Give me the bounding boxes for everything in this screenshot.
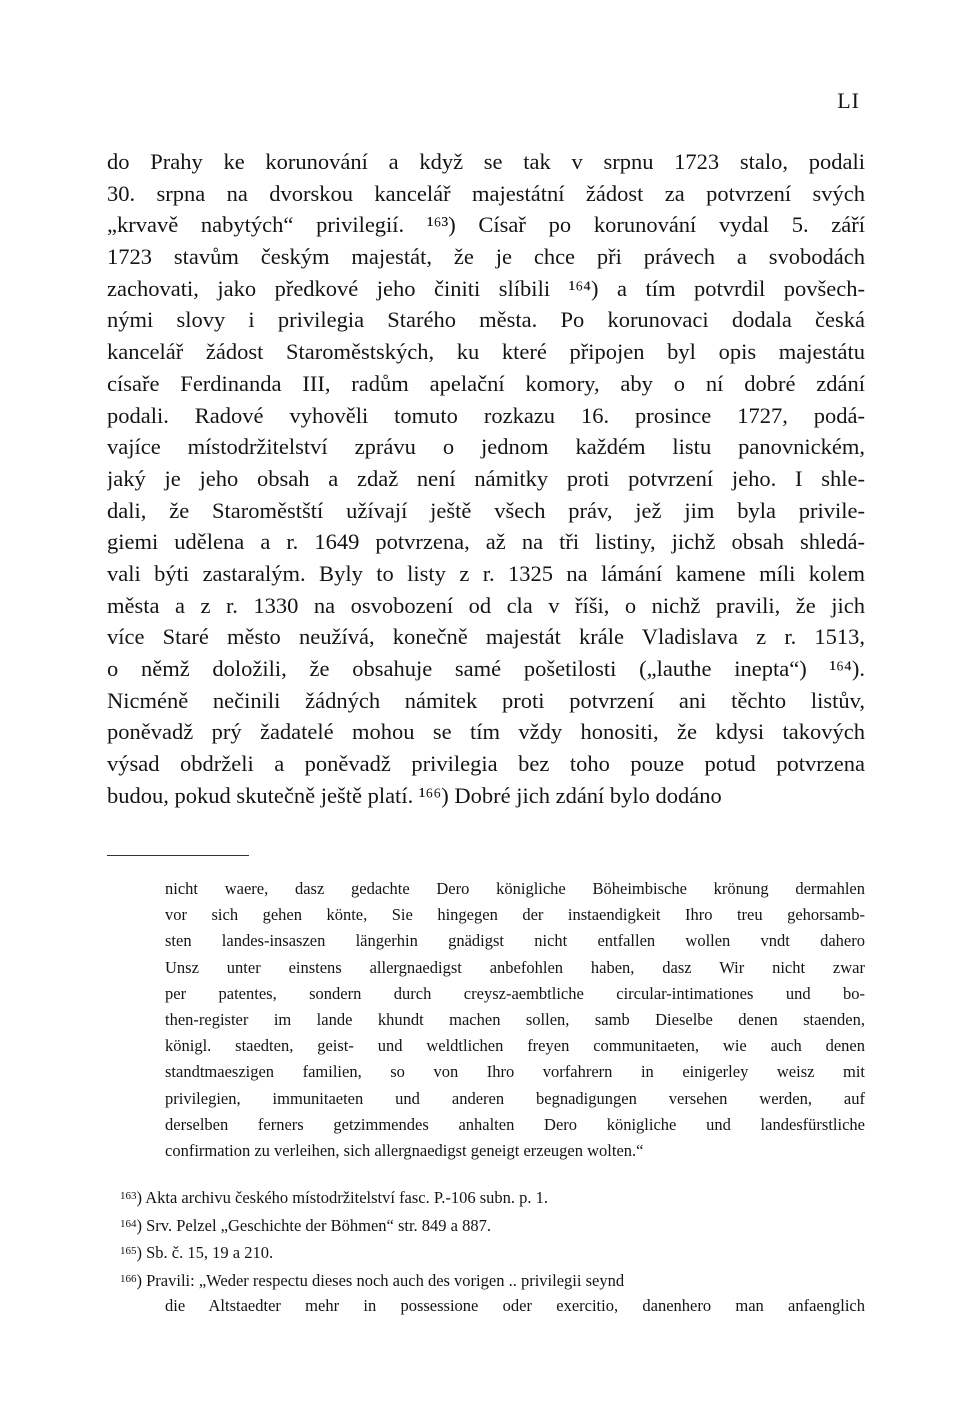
footnote-164: $^{164}$) Srv. Pelzel „Geschichte der Böhmen“ str. 849 a 887. bbox=[120, 1215, 492, 1235]
footnote-line: vor sich gehen könte, Sie hingegen der instaendigkeit Ihro treu gehorsamb- bbox=[165, 905, 865, 925]
text-line: zachovati, jako předkové jeho činiti slíbili ¹⁶⁴) a tím potvrdil povšech- bbox=[107, 275, 865, 301]
text-line: podali. Radové vyhověli tomuto rozkazu 16. prosince 1727, podá- bbox=[107, 402, 865, 428]
footnote-number: 165 bbox=[120, 1245, 137, 1257]
footnote-165: $^{165}$) Sb. č. 15, 19 a 210. bbox=[120, 1243, 274, 1262]
text-line: „krvavě nabytých“ privilegií. ¹⁶³) Císař po korunování vydal 5. září bbox=[107, 212, 865, 238]
footnote-text: Sb. č. 15, 19 a 210. bbox=[146, 1243, 274, 1262]
text-line: jaký je jeho obsah a zdaž není námitky proti potvrzení jeho. I shle- bbox=[107, 465, 865, 491]
footnote-166-continuation: die Altstaedter mehr in possessione oder exercitio, danenhero man anfaenglich bbox=[165, 1296, 865, 1315]
footnote-line: privilegien, immunitaeten und anderen begnadigungen versehen werden, auf bbox=[165, 1088, 865, 1108]
text-line: vali býti zastaralým. Byly to listy z r. 1325 na lámání kamene míli kolem bbox=[107, 560, 865, 586]
main-text bbox=[107, 146, 865, 811]
footnote-divider bbox=[107, 855, 249, 856]
text-line: více Staré město neužívá, konečně majestát krále Vladislava z r. 1513, bbox=[107, 624, 865, 650]
footnote-line: then-register im lande khundt machen sollen, samb Dieselbe denen staenden, bbox=[165, 1009, 865, 1029]
text-line: Nicméně nečinili žádných námitek proti potvrzení ani těchto listův, bbox=[107, 687, 865, 713]
footnote-166: $^{166}$) Pravili: „Weder respectu dieses noch auch des vorigen .. privilegii seynd bbox=[120, 1270, 625, 1290]
page-number: LI bbox=[837, 88, 860, 113]
footnote-text: Srv. Pelzel „Geschichte der Böhmen“ str. 849 a 887. bbox=[146, 1215, 492, 1235]
footnote-line: derselben ferners getzimmendes anhalten Dero königliche und landesfürstliche bbox=[165, 1114, 865, 1134]
text-line: do Prahy ke korunování a když se tak v srpnu 1723 stalo, podali bbox=[107, 149, 865, 174]
text-line: 1723 stavům českým majestát, že je chce při právech a svobodách bbox=[107, 244, 865, 270]
footnote-text: Pravili: „Weder respectu dieses noch auch des vorigen .. privilegii seynd bbox=[146, 1270, 625, 1290]
text-line: výsad obdrželi a poněvadž privilegia bez toho pouze potud potvrzena bbox=[107, 751, 865, 777]
text-line: giemi udělena a r. 1649 potvrzena, až na tři listiny, jichž obsah shledá- bbox=[107, 529, 865, 555]
footnote-number: 164 bbox=[120, 1217, 137, 1230]
footnote-line: königl. staedten, geist- und weldtlichen freyen communitaeten, wie auch denen bbox=[165, 1036, 865, 1056]
text-line: města a z r. 1330 na osvobození od cla v říši, o nichž pravili, že jich bbox=[107, 592, 865, 618]
footnote-line: standtmaeszigen familien, so von Ihro vorfahrern in einigerley weisz mit bbox=[165, 1062, 865, 1082]
text-line: dali, že Staroměstští užívají ještě všech práv, jež jim byla privile- bbox=[107, 497, 865, 523]
footnote-line: Unsz unter einstens allergnaedigst anbefohlen haben, dasz Wir nicht zwar bbox=[165, 957, 865, 977]
footnote-line: sten landes-insaszen längerhin gnädigst nicht entfallen wollen vndt dahero bbox=[165, 931, 865, 951]
text-line: poněvadž prý žadatelé mohou se tím vždy honositi, že kdysi takových bbox=[107, 719, 865, 745]
footnote-number: 163 bbox=[120, 1190, 137, 1202]
text-line: o němž doložili, že obsahuje samé pošetilosti („lauthe inepta“) ¹⁶⁴). bbox=[107, 656, 865, 681]
text-line: vajíce místodržitelství zprávu o jednom každém listu panovnickém, bbox=[107, 434, 865, 460]
footnotes bbox=[120, 1183, 865, 1319]
footnote-text: Akta archivu českého místodržitelství fasc. P.-106 subn. p. 1. bbox=[145, 1188, 549, 1207]
footnote-number: 166 bbox=[120, 1272, 137, 1285]
footnote-163: $^{163}$) Akta archivu českého místodržitelství fasc. P.-106 subn. p. 1. bbox=[120, 1188, 549, 1207]
footnote-line: per patentes, sondern durch creysz-aembtliche circular-intimationes und bo- bbox=[165, 983, 865, 1003]
text-line: císaře Ferdinanda III, radům apelační komory, aby o ní dobré zdání bbox=[107, 370, 865, 396]
text-line: budou, pokud skutečně ještě platí. ¹⁶⁶) Dobré jich zdání bylo dodáno bbox=[107, 782, 722, 808]
text-line: kancelář žádost Staroměstských, ku které připojen byl opis majestátu bbox=[107, 339, 865, 365]
footnote-continuation bbox=[165, 876, 865, 1164]
footnote-line: nicht waere, dasz gedachte Dero königliche Böheimbische krönung dermahlen bbox=[165, 879, 865, 898]
text-line: 30. srpna na dvorskou kancelář majestátní žádost za potvrzení svých bbox=[107, 180, 865, 206]
footnote-line: confirmation zu verleihen, sich allergnaedigst geneigt erzeugen wolten.“ bbox=[165, 1140, 644, 1160]
text-line: nými slovy i privilegia Starého města. Po korunovaci dodala česká bbox=[107, 307, 865, 333]
